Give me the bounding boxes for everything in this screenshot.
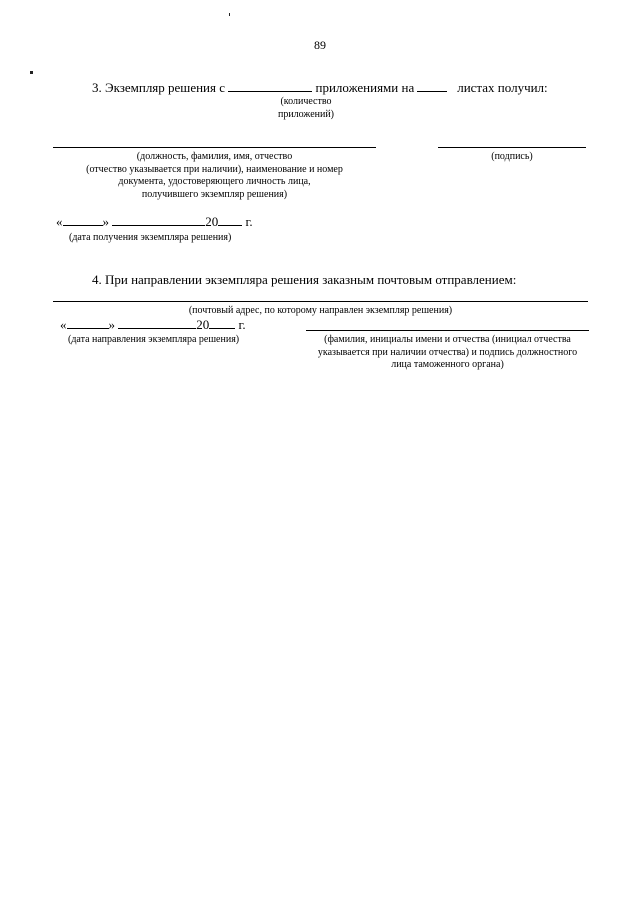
receipt-year-field[interactable] — [218, 214, 242, 226]
official-label-line: лица таможенного органа) — [391, 359, 504, 370]
date-open-quote: « — [60, 317, 67, 332]
receipt-date-label: (дата получения экземпляра решения) — [69, 232, 232, 243]
receipt-year-suffix: г. — [245, 214, 253, 229]
dispatch-day-field[interactable] — [67, 317, 109, 329]
date-close-quote: » — [108, 317, 115, 332]
dispatch-year-field[interactable] — [209, 317, 235, 329]
receipt-year-prefix: 20 — [205, 214, 219, 229]
count-label-line: (количество — [280, 96, 332, 107]
dispatch-month-field[interactable] — [118, 317, 196, 329]
dispatch-date-line — [60, 317, 246, 333]
dispatch-year-suffix: г. — [238, 317, 246, 332]
recipient-name-label — [53, 151, 376, 201]
postal-address-field[interactable] — [53, 301, 588, 302]
date-open-quote: « — [56, 214, 63, 229]
sheets-count-field[interactable] — [417, 80, 447, 92]
recipient-name-field[interactable] — [53, 147, 376, 148]
attachments-count-field[interactable] — [228, 80, 312, 92]
official-label — [300, 334, 595, 372]
scan-speck — [30, 71, 33, 74]
section3-text-c: листах получил: — [457, 80, 548, 95]
recipient-label-line: (должность, фамилия, имя, отчество — [136, 151, 293, 162]
attachments-count-label — [266, 96, 346, 121]
receipt-day-field[interactable] — [63, 214, 103, 226]
section3-text-b: приложениями на — [315, 80, 415, 95]
date-close-quote: » — [102, 214, 109, 229]
recipient-label-line: (отчество указывается при наличии), наименование и номер — [86, 163, 343, 175]
scan-speck — [229, 13, 230, 16]
postal-address-label: (почтовый адрес, по которому направлен экземпляр решения) — [188, 305, 453, 316]
signature-label: (подпись) — [491, 151, 533, 162]
section3-line — [92, 80, 548, 96]
official-label-line: (фамилия, инициалы имени и отчества (инициал отчества — [324, 334, 571, 345]
official-label-line: указывается при наличии отчества) и подпись должностного — [317, 346, 578, 358]
recipient-label-line: документа, удостоверяющего личность лица, — [118, 176, 311, 187]
receipt-month-field[interactable] — [112, 214, 205, 226]
dispatch-date-label: (дата направления экземпляра решения) — [68, 334, 240, 345]
dispatch-year-prefix: 20 — [196, 317, 210, 332]
section4-heading: 4. При направлении экземпляра решения заказным почтовым отправлением: — [92, 272, 517, 287]
receipt-date-line — [56, 214, 253, 230]
official-signature-field[interactable] — [306, 330, 589, 331]
recipient-label-line: получившего экземпляр решения) — [141, 188, 288, 200]
section3-text-a: 3. Экземпляр решения с — [92, 80, 225, 95]
signature-field[interactable] — [438, 147, 586, 148]
page-number: 89 — [314, 38, 326, 52]
count-label-line: приложений) — [277, 108, 335, 120]
